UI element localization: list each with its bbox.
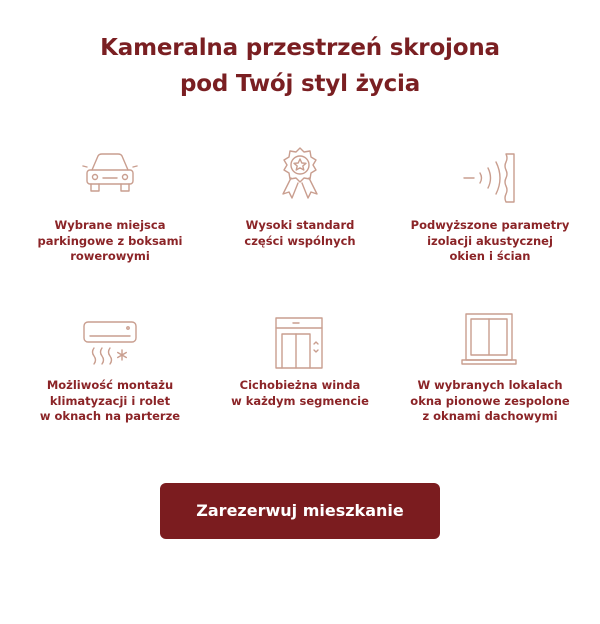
feature-air-conditioning-label <box>15 378 205 425</box>
feature-common-areas-label <box>205 218 395 249</box>
page-title-line-2: pod Twój styl życia <box>179 71 421 97</box>
feature-parking-line-1: Wybrane miejsca <box>54 218 166 232</box>
feature-air-conditioning-line-2: klimatyzacji i rolet <box>49 393 171 408</box>
feature-elevator-line-1: Cichobieżna winda <box>239 378 361 392</box>
award-badge-icon <box>270 144 330 204</box>
feature-air-conditioning <box>15 316 205 436</box>
page-title-line-1: Kameralna przestrzeń skrojona <box>100 35 500 61</box>
feature-air-conditioning-line-3: w oknach na parterze <box>39 409 181 423</box>
feature-acoustic-insulation-label <box>395 218 585 265</box>
feature-acoustic-insulation-line-1: Podwyższone parametry <box>410 218 570 232</box>
feature-windows <box>395 316 585 436</box>
feature-windows-line-1: W wybranych lokalach <box>417 378 563 392</box>
elevator-icon <box>270 316 330 371</box>
page-title <box>0 30 600 102</box>
feature-common-areas-line-2: części wspólnych <box>244 233 356 248</box>
feature-windows-line-2: okna pionowe zespolone <box>410 393 570 408</box>
air-conditioner-icon <box>80 318 140 373</box>
feature-windows-line-3: z oknami dachowymi <box>422 409 558 423</box>
car-icon <box>80 148 140 198</box>
feature-parking-line-2: parkingowe z boksami <box>37 233 183 248</box>
reserve-apartment-button[interactable]: Zarezerwuj mieszkanie <box>160 483 440 539</box>
feature-common-areas <box>205 148 395 268</box>
feature-parking <box>15 148 205 268</box>
feature-elevator <box>205 316 395 436</box>
window-icon <box>460 312 520 367</box>
feature-parking-label <box>15 218 205 265</box>
feature-windows-label <box>395 378 585 425</box>
feature-acoustic-insulation-line-2: izolacji akustycznej <box>427 233 553 248</box>
feature-air-conditioning-line-1: Możliwość montażu <box>46 378 174 392</box>
feature-acoustic-insulation <box>395 148 585 268</box>
feature-common-areas-line-1: Wysoki standard <box>245 218 355 232</box>
feature-acoustic-insulation-line-3: okien i ścian <box>449 249 531 263</box>
sound-insulation-wall-icon <box>460 152 520 207</box>
feature-elevator-line-2: w każdym segmencie <box>231 393 369 408</box>
feature-elevator-label <box>205 378 395 409</box>
feature-parking-line-3: rowerowymi <box>70 249 150 263</box>
